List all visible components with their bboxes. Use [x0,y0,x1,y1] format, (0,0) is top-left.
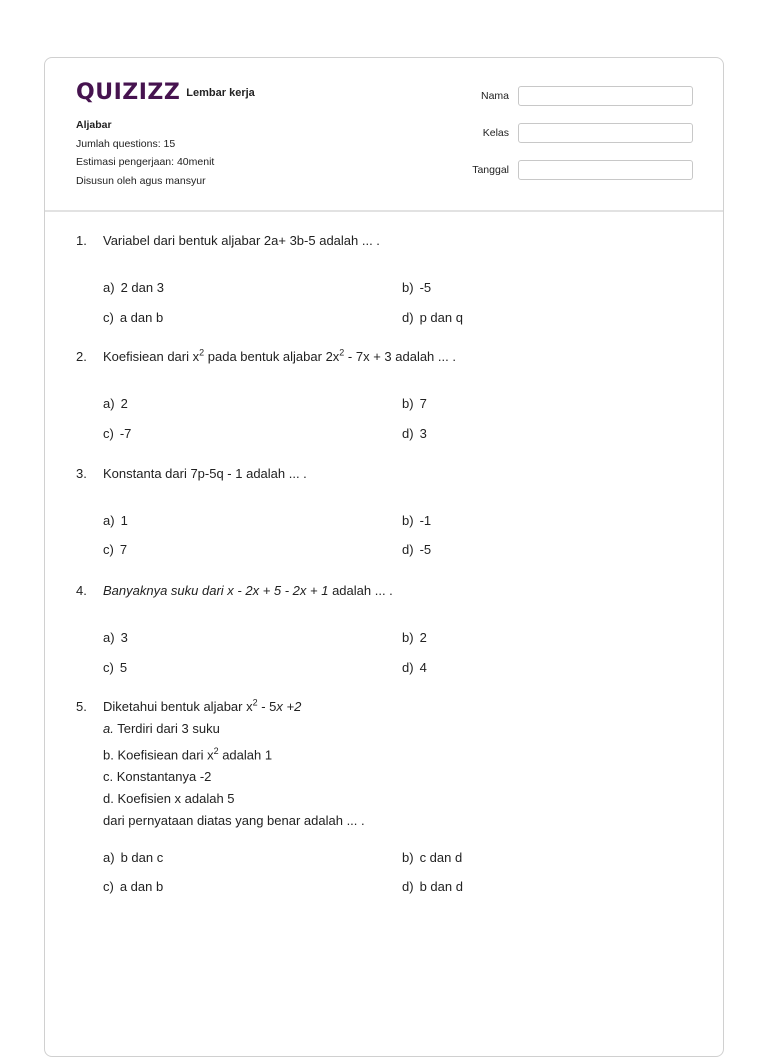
option-a[interactable]: a) 2 [103,396,128,411]
question-number: 5. [76,699,87,714]
date-input[interactable] [518,160,693,180]
statement-b: b. Koefisiean dari $x^2$ adalah 1 [103,746,273,763]
option-c[interactable]: c) -7 [103,426,132,441]
option-c[interactable]: c) 5 [103,660,128,675]
option-d[interactable]: d) b dan d [402,879,463,895]
statement-d: d. Koefisien x adalah 5 [103,791,235,807]
option-b[interactable]: b) 2 [402,630,427,645]
name-input[interactable] [518,86,693,106]
date-field [465,160,693,180]
options [103,832,696,902]
question-5 [76,696,696,902]
option-c[interactable]: c) a dan b [103,310,164,325]
question-text: Konstanta dari 7p-5q - 1 adalah ... . [103,466,307,481]
question-number: 3. [76,466,87,481]
date-label: Tanggal [472,164,509,176]
options [103,602,696,675]
option-b[interactable]: b) c dan d [402,850,463,866]
question-text: Koefisiean dari $x^2$ pada bentuk aljabar $2x^2 - 7x + 3$ adalah ... . [103,347,456,364]
question-text: Banyaknya suku dari x - 2x + 5 - 2x + 1 adalah ... . [103,583,393,598]
time-estimate: Estimasi pengerjaan: 40menit [76,156,215,168]
class-field [465,123,693,143]
option-b[interactable]: b) 7 [402,396,427,411]
options [103,485,696,555]
option-d[interactable]: d) 3 [402,426,427,441]
author: Disusun oleh agus mansyur [76,174,206,187]
question-number: 2. [76,349,87,364]
option-b[interactable]: b) -1 [402,513,432,528]
subject-title: Aljabar [76,119,112,131]
class-input[interactable] [518,123,693,143]
option-a[interactable]: a) 3 [103,630,128,645]
worksheet-page [44,57,724,1057]
name-label: Nama [480,90,509,102]
option-d[interactable]: d) p dan q [402,310,463,325]
question-4 [76,580,696,675]
class-label: Kelas [482,127,509,139]
option-a[interactable]: a) 2 dan 3 [103,280,164,295]
option-d[interactable]: d) 4 [402,660,427,675]
quizizz-logo: QUIZIZZ [76,80,181,105]
question-3 [76,463,696,555]
worksheet-meta [76,116,214,190]
worksheet-subtitle: Lembar kerja [186,86,255,99]
option-b[interactable]: b) -5 [402,280,432,295]
statement-c: c. Konstantanya -2 [103,769,212,785]
option-c[interactable]: c) a dan b [103,879,164,895]
option-a[interactable]: a) b dan c [103,850,164,866]
question-count: Jumlah questions: 15 [76,137,176,150]
question-number: 1. [76,233,87,248]
question-text: Variabel dari bentuk aljabar 2a+ 3b-5 adalah ... . [103,233,380,248]
option-d[interactable]: d) -5 [402,542,432,557]
options [103,368,696,441]
question-1 [76,230,696,325]
worksheet-header [45,58,723,212]
statement-a: a. Terdiri dari 3 suku [103,721,220,736]
question-text: Diketahui bentuk aljabar $x^2 - 5x +2$ [103,697,302,714]
question-number: 4. [76,583,87,598]
name-field [465,86,693,106]
question-2 [76,346,696,441]
brand [76,80,255,105]
option-a[interactable]: a) 1 [103,513,128,528]
option-c[interactable]: c) 7 [103,542,128,557]
question-prompt: dari pernyataan diatas yang benar adalah ... . [103,813,365,829]
options [103,252,696,325]
